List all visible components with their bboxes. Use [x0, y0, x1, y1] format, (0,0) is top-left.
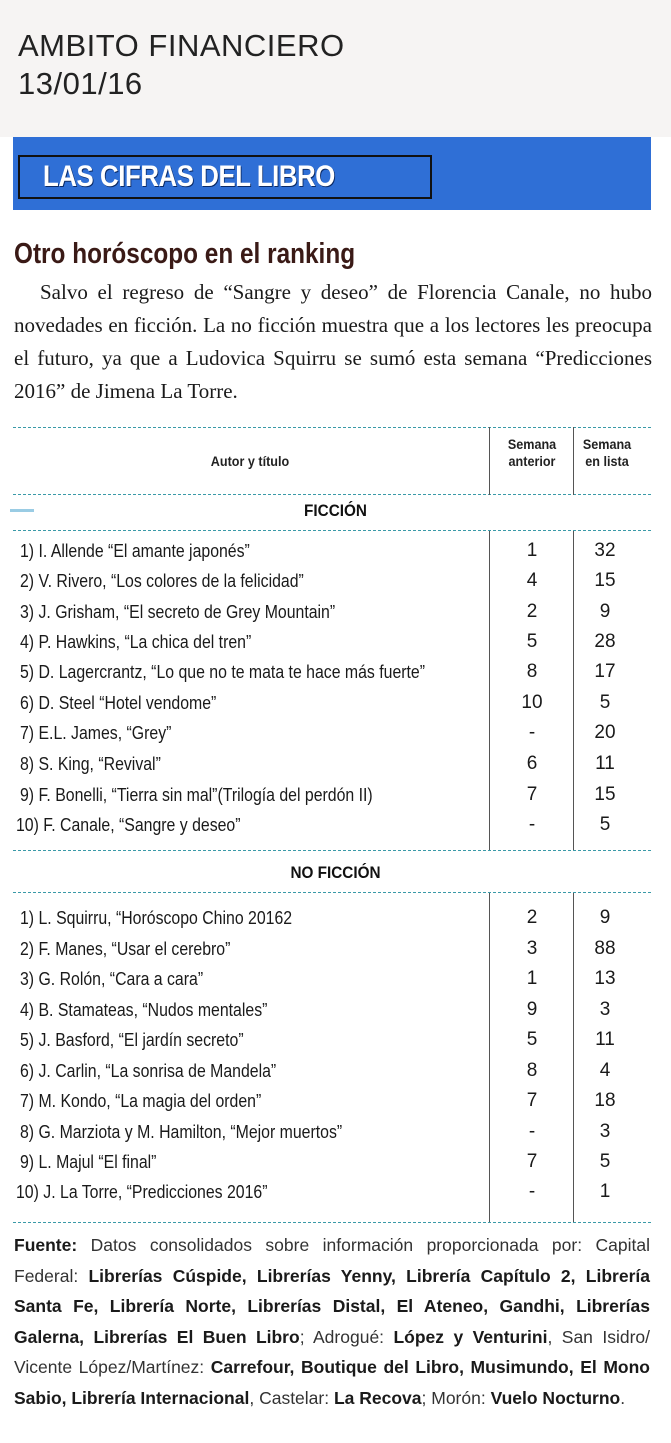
table-row	[0, 597, 671, 627]
book-title: 6) J. Carlin, “La sonrisa de Mandela”	[20, 1061, 277, 1081]
previous-week: 8	[526, 1060, 538, 1081]
source-bookstores-moron: Vuelo Nocturno	[490, 1387, 621, 1408]
weeks-on-list: 32	[594, 540, 616, 561]
previous-week: 1	[526, 540, 538, 561]
previous-week: 2	[526, 601, 538, 622]
book-title: 1) I. Allende “El amante japonés”	[20, 541, 250, 561]
book-title: 2) F. Manes, “Usar el cerebro”	[20, 939, 231, 959]
previous-week: -	[528, 814, 536, 835]
weeks-on-list: 13	[594, 968, 616, 989]
source-note	[14, 1230, 650, 1413]
book-title: 8) G. Marziota y M. Hamilton, “Mejor muertos”	[20, 1122, 343, 1142]
source-text-4: , Castelar:	[249, 1387, 334, 1408]
table-row	[0, 1025, 671, 1055]
weeks-on-list: 3	[599, 999, 611, 1020]
table-row	[0, 657, 671, 687]
table-row	[0, 1086, 671, 1116]
weeks-on-list: 18	[594, 1090, 616, 1111]
table-top-rule	[13, 427, 651, 428]
weeks-on-list: 5	[599, 814, 611, 835]
header-bottom-rule	[13, 494, 651, 495]
previous-week: 2	[526, 907, 538, 928]
article-headline: Otro horóscopo en el ranking	[14, 238, 356, 270]
book-title: 9) F. Bonelli, “Tierra sin mal”(Trilogía del perdón II)	[20, 785, 373, 805]
source-text-6: .	[620, 1387, 626, 1408]
table-row	[0, 903, 671, 933]
book-title: 4) P. Hawkins, “La chica del tren”	[20, 632, 252, 652]
weeks-on-list: 9	[599, 601, 611, 622]
column-header-weeks-1: Semana	[582, 436, 632, 452]
table-row	[0, 1056, 671, 1086]
book-title: 1) L. Squirru, “Horóscopo Chino 20162	[20, 908, 293, 928]
source-text-2: ; Adrogué:	[299, 1326, 394, 1347]
book-title: 7) M. Kondo, “La magia del orden”	[20, 1091, 262, 1111]
book-title: 8) S. King, “Revival”	[20, 754, 161, 774]
source-bookstores-adrogue: López y Venturini	[393, 1326, 548, 1347]
previous-week: -	[528, 1121, 536, 1142]
previous-week: -	[528, 722, 536, 743]
fiction-bottom-rule	[13, 850, 651, 851]
source-text-1: Datos consolidados sobre información proporcionada por: Capital Federal:	[14, 1235, 650, 1286]
weeks-on-list: 88	[594, 938, 616, 959]
previous-week: -	[528, 1181, 536, 1202]
book-title: 2) V. Rivero, “Los colores de la felicidad”	[20, 571, 304, 591]
fiction-label-rule	[13, 530, 651, 531]
nonfiction-label-rule	[13, 892, 651, 893]
source-text-5: ; Morón:	[421, 1387, 491, 1408]
weeks-on-list: 4	[599, 1060, 611, 1081]
table-row	[0, 1147, 671, 1177]
book-title: 9) L. Majul “El final”	[20, 1152, 157, 1172]
header-divider-1	[489, 427, 490, 495]
table-row	[0, 934, 671, 964]
book-title: 10) F. Canale, “Sangre y deseo”	[16, 815, 241, 835]
book-title: 10) J. La Torre, “Predicciones 2016”	[16, 1182, 268, 1202]
weeks-on-list: 5	[599, 1151, 611, 1172]
table-row	[0, 1177, 671, 1207]
weeks-on-list: 9	[599, 907, 611, 928]
table-row	[0, 536, 671, 566]
book-title: 6) D. Steel “Hotel vendome”	[20, 693, 217, 713]
weeks-on-list: 11	[595, 753, 615, 774]
book-title: 4) B. Stamateas, “Nudos mentales”	[20, 1000, 268, 1020]
previous-week: 3	[526, 938, 538, 959]
previous-week: 9	[526, 999, 538, 1020]
previous-week: 8	[526, 661, 538, 682]
previous-week: 6	[526, 753, 538, 774]
weeks-on-list: 28	[594, 631, 616, 652]
weeks-on-list: 5	[599, 692, 611, 713]
table-row	[0, 780, 671, 810]
weeks-on-list: 1	[599, 1181, 611, 1202]
table-row	[0, 810, 671, 840]
column-header-prev-2: anterior	[508, 453, 556, 469]
book-title: 7) E.L. James, “Grey”	[20, 723, 172, 743]
table-row	[0, 995, 671, 1025]
book-title: 3) G. Rolón, “Cara a cara”	[20, 969, 204, 989]
section-title: LAS CIFRAS DEL LIBRO	[43, 160, 335, 193]
source-bookstores-north: Carrefour, Boutique del Libro, Musimundo, El Mono Sabio, Librería Internacional	[14, 1357, 650, 1408]
column-header-prev-1: Semana	[507, 436, 557, 452]
table-row	[0, 718, 671, 748]
table-row	[0, 749, 671, 779]
table-row	[0, 688, 671, 718]
book-title: 5) D. Lagercrantz, “Lo que no te mata te hace más fuerte”	[20, 662, 426, 682]
source-bookstores-castelar: La Recova	[333, 1387, 422, 1408]
table-row	[0, 566, 671, 596]
weeks-on-list: 15	[594, 784, 616, 805]
publication-date: 13/01/16	[18, 66, 143, 101]
previous-week: 7	[526, 1090, 538, 1111]
previous-week: 10	[521, 692, 543, 713]
previous-week: 7	[526, 784, 538, 805]
weeks-on-list: 15	[594, 570, 616, 591]
article-intro: Salvo el regreso de “Sangre y deseo” de Florencia Canale, no hubo novedades en ficción. La no ficción muestra que a los lectores les preocupa el futuro, ya que a Ludovica Squirru se sumó esta semana “Predicciones 2016” de Jimena La Torre.	[14, 280, 652, 403]
source-text-3: , San Isidro/ Vicente López/Martínez:	[14, 1326, 650, 1377]
source-bookstores-capital: Librerías Cúspide, Librerías Yenny, Librería Capítulo 2, Librería Santa Fe, Librería Norte, Librerías Distal, El Ateneo, Gandhi, Librerías Galerna, Librerías El Buen Libro	[14, 1265, 650, 1347]
column-header-title: Autor y título	[210, 453, 290, 469]
book-title: 3) J. Grisham, “El secreto de Grey Mountain”	[20, 602, 336, 622]
header-band	[0, 0, 671, 137]
previous-week: 5	[526, 1029, 538, 1050]
book-title: 5) J. Basford, “El jardín secreto”	[20, 1030, 244, 1050]
publication-name: AMBITO FINANCIERO	[18, 28, 345, 63]
source-lead: Fuente:	[14, 1235, 78, 1255]
previous-week: 7	[526, 1151, 538, 1172]
previous-week: 5	[526, 631, 538, 652]
weeks-on-list: 11	[595, 1029, 615, 1050]
nonfiction-section-label: NO FICCIÓN	[290, 863, 381, 882]
section-title-box	[18, 155, 432, 199]
header-divider-2	[573, 427, 574, 495]
fiction-section-label: FICCIÓN	[304, 501, 367, 520]
previous-week: 1	[526, 968, 538, 989]
table-row	[0, 627, 671, 657]
weeks-on-list: 20	[594, 722, 616, 743]
weeks-on-list: 3	[599, 1121, 611, 1142]
table-row	[0, 964, 671, 994]
previous-week: 4	[526, 570, 538, 591]
print-mark	[10, 509, 34, 512]
weeks-on-list: 17	[594, 661, 616, 682]
table-bottom-rule	[13, 1222, 651, 1223]
column-header-weeks-2: en lista	[585, 453, 629, 469]
table-row	[0, 1117, 671, 1147]
